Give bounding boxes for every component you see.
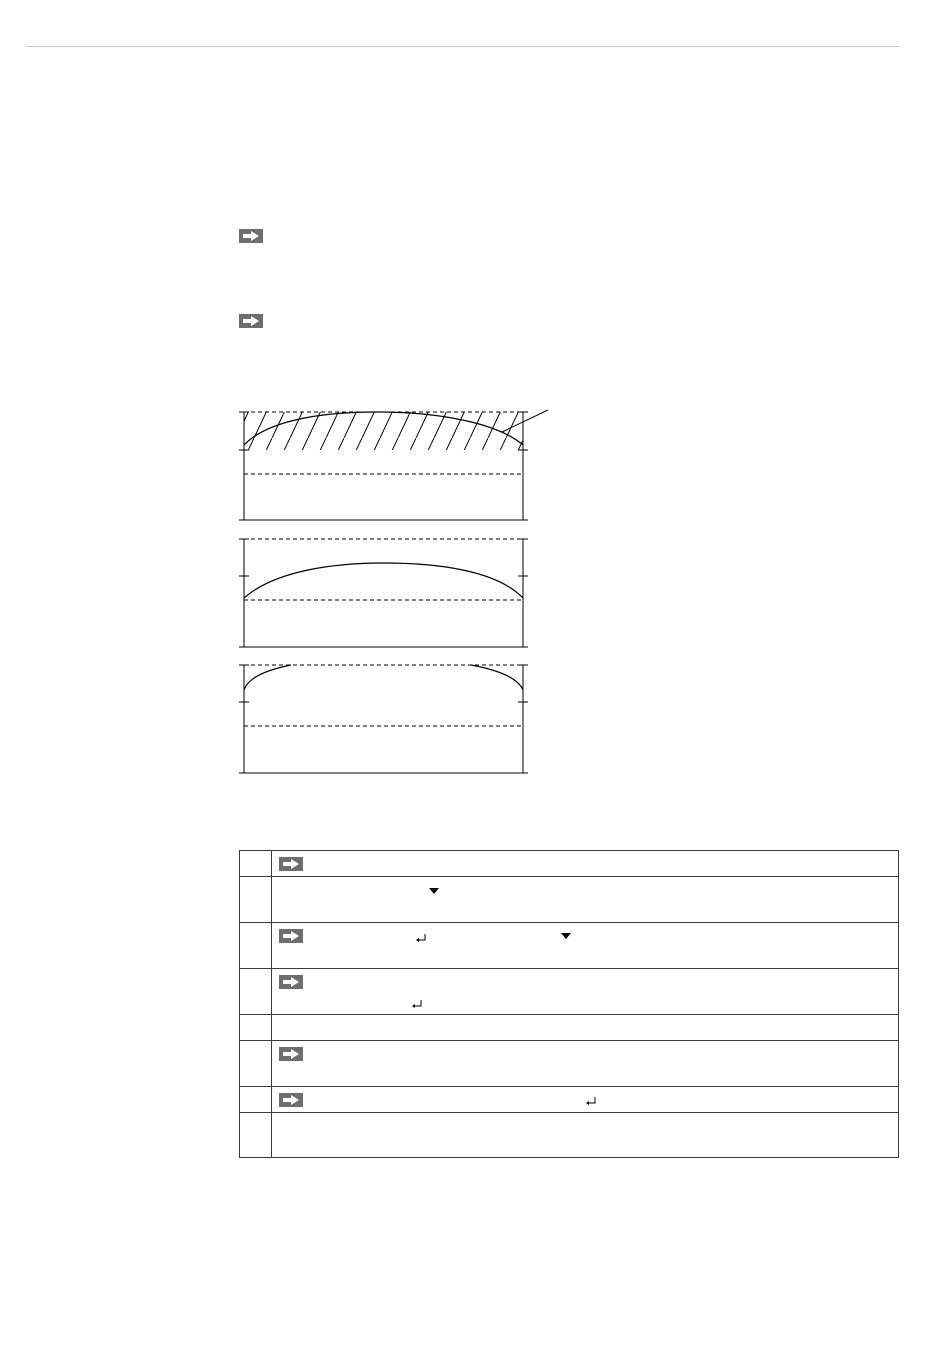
step-body <box>272 1041 899 1087</box>
step-number <box>240 877 272 923</box>
step-body <box>272 1015 899 1041</box>
table-row <box>240 1113 899 1158</box>
table-row <box>240 877 899 923</box>
right-arrow-icon <box>239 229 263 243</box>
right-arrow-icon <box>279 929 303 943</box>
step-number <box>240 1087 272 1113</box>
step-body <box>272 851 899 877</box>
diagram-panel-2 <box>239 539 528 647</box>
measurement-curve-right <box>471 665 523 690</box>
header-rule <box>26 46 899 47</box>
right-arrow-icon <box>279 1047 303 1061</box>
level-diagram <box>236 400 566 780</box>
triangle-down-icon <box>429 888 439 894</box>
diagram-panel-1 <box>239 410 548 520</box>
right-arrow-icon <box>239 314 263 328</box>
step-number <box>240 1041 272 1087</box>
step-number <box>240 851 272 877</box>
step-body <box>272 877 899 923</box>
measurement-curve <box>244 563 523 598</box>
table-row <box>240 923 899 969</box>
table-row <box>240 969 899 1015</box>
triangle-down-icon <box>561 933 571 939</box>
step-number <box>240 1015 272 1041</box>
enter-key-icon <box>586 1097 596 1105</box>
steps-table <box>239 850 899 1158</box>
table-row <box>240 1087 899 1113</box>
measurement-curve-left <box>244 665 291 690</box>
step-number <box>240 923 272 969</box>
step-body <box>272 969 899 1015</box>
diagram-panel-3 <box>239 665 528 773</box>
step-body <box>272 1113 899 1158</box>
right-arrow-icon <box>279 857 303 871</box>
right-arrow-icon <box>279 1093 303 1107</box>
step-number <box>240 1113 272 1158</box>
step-body <box>272 1087 899 1113</box>
enter-key-icon <box>412 1000 422 1008</box>
enter-key-icon <box>416 934 426 942</box>
table-row <box>240 851 899 877</box>
right-arrow-icon <box>279 975 303 989</box>
step-number <box>240 969 272 1015</box>
hatched-band <box>244 412 523 450</box>
table-row <box>240 1015 899 1041</box>
table-row <box>240 1041 899 1087</box>
step-body <box>272 923 899 969</box>
